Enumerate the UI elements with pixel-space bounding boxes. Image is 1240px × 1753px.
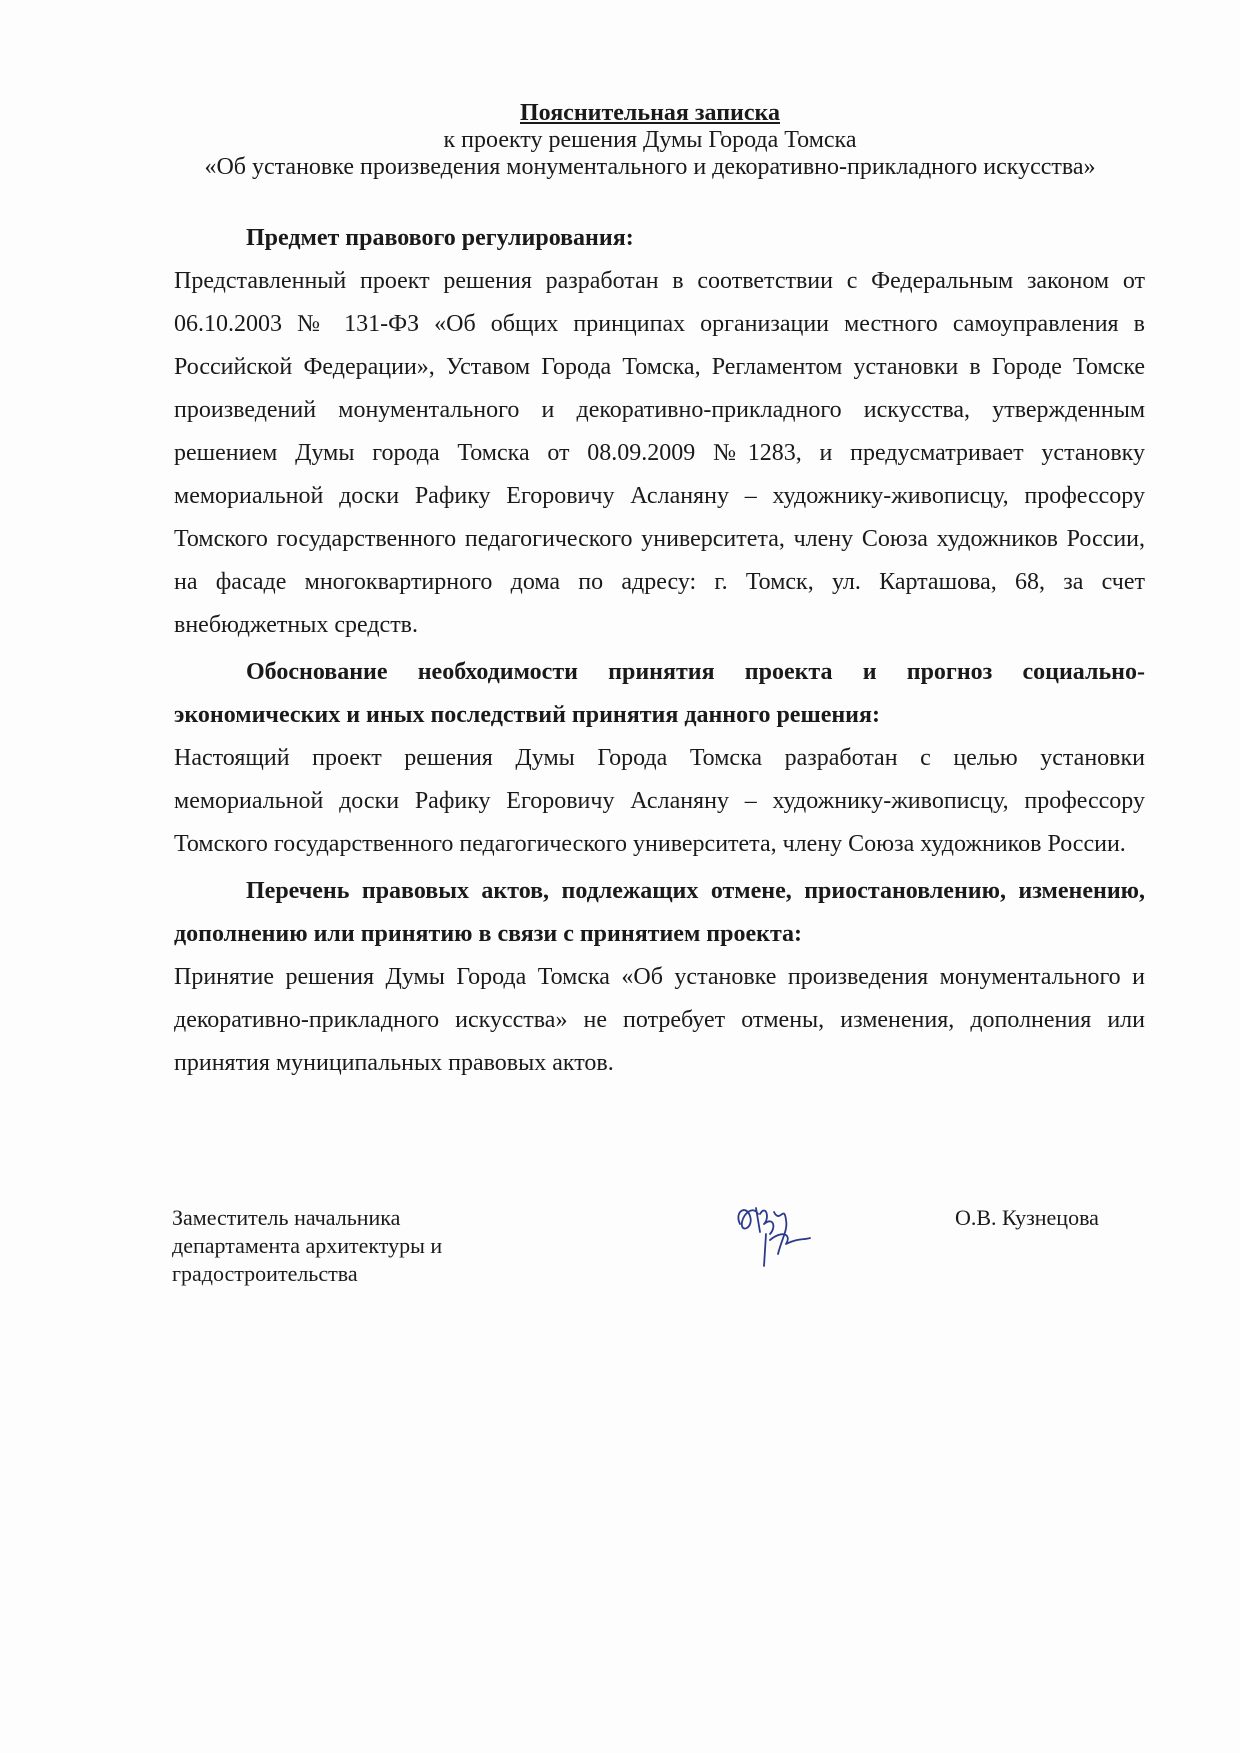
document-title-block [150,100,1150,181]
document-body [174,217,1145,1085]
document-subtitle: к проекту решения Думы Города Томска [443,127,857,153]
section3-heading: Перечень правовых актов, подлежащих отмене, приостановлению, изменению, дополнению или принятию в связи с принятием проекта: [174,878,1145,947]
signatory-position-line: Заместитель начальника [172,1205,401,1230]
signatory-position-line: департамента архитектуры и [172,1233,443,1258]
section2-heading: Обоснование необходимости принятия проекта и прогноз социально-экономических и иных последствий принятия данного решения: [174,659,1145,728]
handwritten-signature [730,1194,820,1274]
section2-text: Настоящий проект решения Думы Города Томска разработан с целью установки мемориальной доски Рафику Егоровичу Асланяну – художнику-живописцу, профессору Томского государственного педагогического университета, члену Союза художников России. [174,745,1145,857]
section1-heading: Предмет правового регулирования: [246,225,634,251]
document-subject: «Об установке произведения монументального и декоративно-прикладного искусства» [204,154,1096,180]
signatory-name: О.В. Кузнецова [955,1205,1099,1230]
section3-text: Принятие решения Думы Города Томска «Об установке произведения монументального и декоративно-прикладного искусства» не потребует отмены, изменения, дополнения или принятия муниципальных правовых актов. [174,964,1145,1076]
signatory-position [172,1204,442,1288]
signatory-position-line: градостроительства [172,1261,358,1286]
section1-text: Представленный проект решения разработан в соответствии с Федеральным законом от 06.10.2003 № 131-ФЗ «Об общих принципах организации местного самоуправления в Российской Федерации», Уставом Города Томска, Регламентом установки в Городе Томске произведений монументального и декоративно-прикладного искусства, утвержденным решением Думы города Томска от 08.09.2009 №1283, и предусматривает установку мемориальной доски Рафику Егоровичу Асланяну – художнику-живописцу, профессору Томского государственного педагогического университета, члену Союза художников России, на фасаде многоквартирного дома по адресу: г. Томск, ул. Карташова, 68, за счет внебюджетных средств. [174,268,1145,638]
document-title: Пояснительная записка [519,100,780,126]
